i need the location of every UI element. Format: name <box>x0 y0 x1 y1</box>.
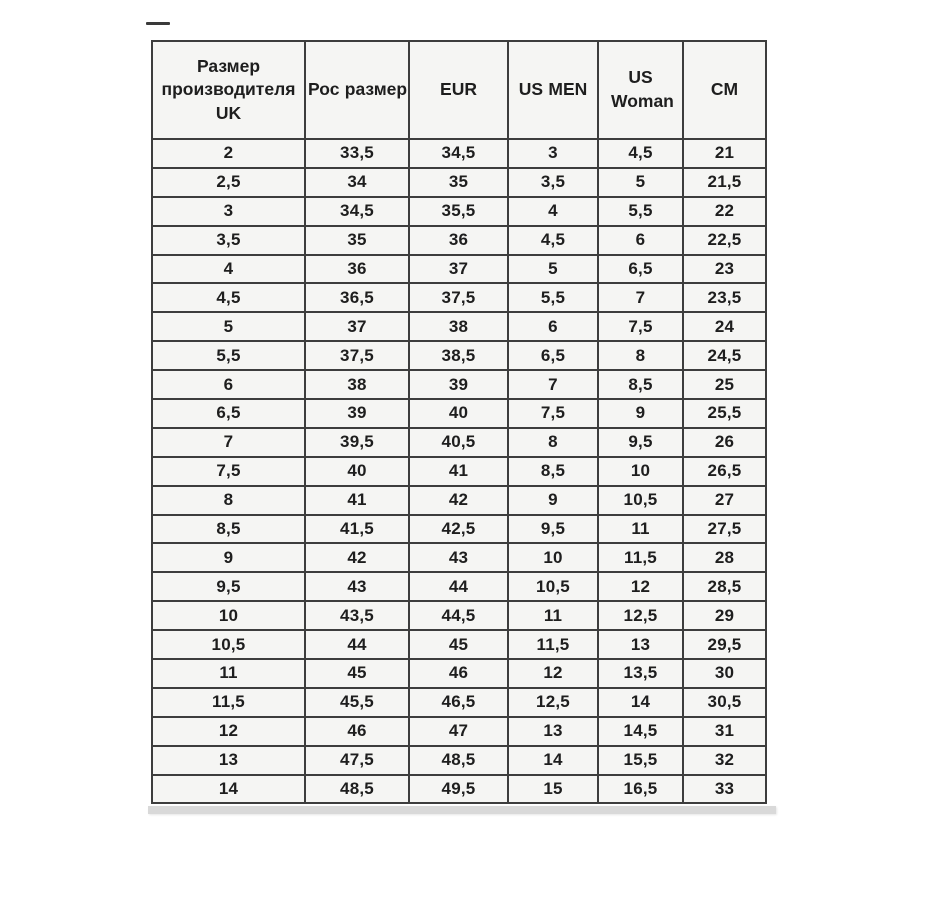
table-cell: 2 <box>152 139 305 168</box>
table-cell: 5 <box>598 168 683 197</box>
table-cell: 13 <box>598 630 683 659</box>
table-row <box>152 688 766 717</box>
table-cell: 12 <box>598 572 683 601</box>
table-cell: 34,5 <box>305 197 409 226</box>
table-row <box>152 572 766 601</box>
table-cell: 5,5 <box>152 341 305 370</box>
table-row <box>152 428 766 457</box>
table-cell: 33,5 <box>305 139 409 168</box>
table-row <box>152 197 766 226</box>
table-cell: 37,5 <box>409 283 508 312</box>
table-header <box>152 41 766 139</box>
table-cell: 42,5 <box>409 515 508 544</box>
table-cell: 10,5 <box>598 486 683 515</box>
table-cell: 14 <box>508 746 598 775</box>
table-cell: 44 <box>305 630 409 659</box>
table-row <box>152 399 766 428</box>
table-cell: 36,5 <box>305 283 409 312</box>
table-cell: 8 <box>152 486 305 515</box>
table-cell: 7,5 <box>598 312 683 341</box>
table-cell: 28 <box>683 543 766 572</box>
table-row <box>152 255 766 284</box>
table-cell: 12,5 <box>508 688 598 717</box>
table-cell: 14,5 <box>598 717 683 746</box>
table-cell: 46 <box>305 717 409 746</box>
table-cell: 43 <box>305 572 409 601</box>
table-cell: 5 <box>152 312 305 341</box>
table-cell: 12,5 <box>598 601 683 630</box>
table-row <box>152 717 766 746</box>
column-header-cm: CM <box>683 41 766 139</box>
table-cell: 9,5 <box>598 428 683 457</box>
table-cell: 27 <box>683 486 766 515</box>
table-cell: 6 <box>152 370 305 399</box>
table-cell: 7 <box>508 370 598 399</box>
table-cell: 39,5 <box>305 428 409 457</box>
table-cell: 8,5 <box>598 370 683 399</box>
table-cell: 29 <box>683 601 766 630</box>
table-cell: 22,5 <box>683 226 766 255</box>
table-cell: 33 <box>683 775 766 804</box>
table-cell: 25,5 <box>683 399 766 428</box>
table-cell: 7 <box>598 283 683 312</box>
table-cell: 38,5 <box>409 341 508 370</box>
table-cell: 30 <box>683 659 766 688</box>
table-cell: 25 <box>683 370 766 399</box>
table-cell: 4 <box>152 255 305 284</box>
table-cell: 9,5 <box>152 572 305 601</box>
table-cell: 21 <box>683 139 766 168</box>
table-cell: 36 <box>305 255 409 284</box>
table-cell: 45 <box>305 659 409 688</box>
table-cell: 11,5 <box>508 630 598 659</box>
table-cell: 40 <box>305 457 409 486</box>
table-cell: 8,5 <box>508 457 598 486</box>
table-row <box>152 775 766 804</box>
table-cell: 34 <box>305 168 409 197</box>
table-row <box>152 601 766 630</box>
table-cell: 47,5 <box>305 746 409 775</box>
table-cell: 6 <box>508 312 598 341</box>
table-cell: 37 <box>305 312 409 341</box>
table-cell: 39 <box>305 399 409 428</box>
table-row <box>152 659 766 688</box>
table-row <box>152 283 766 312</box>
table-cell: 46 <box>409 659 508 688</box>
table-row <box>152 168 766 197</box>
table-cell: 21,5 <box>683 168 766 197</box>
column-header-uk: Размер производителя UK <box>152 41 305 139</box>
table-cell: 11 <box>152 659 305 688</box>
table-cell: 11 <box>598 515 683 544</box>
table-row <box>152 543 766 572</box>
table-cell: 26 <box>683 428 766 457</box>
table-cell: 41,5 <box>305 515 409 544</box>
table-cell: 23,5 <box>683 283 766 312</box>
table-cell: 7,5 <box>152 457 305 486</box>
table-cell: 27,5 <box>683 515 766 544</box>
table-cell: 6,5 <box>598 255 683 284</box>
table-cell: 4,5 <box>508 226 598 255</box>
table-cell: 47 <box>409 717 508 746</box>
table-cell: 22 <box>683 197 766 226</box>
table-cell: 24,5 <box>683 341 766 370</box>
table-cell: 43,5 <box>305 601 409 630</box>
table-cell: 34,5 <box>409 139 508 168</box>
table-cell: 45,5 <box>305 688 409 717</box>
header-row <box>152 41 766 139</box>
table-cell: 3 <box>152 197 305 226</box>
table-cell: 10 <box>598 457 683 486</box>
table-cell: 26,5 <box>683 457 766 486</box>
table-cell: 8,5 <box>152 515 305 544</box>
table-cell: 8 <box>598 341 683 370</box>
table-cell: 41 <box>305 486 409 515</box>
size-conversion-table <box>151 40 767 804</box>
table-cell: 10 <box>508 543 598 572</box>
table-cell: 35 <box>305 226 409 255</box>
table-cell: 44 <box>409 572 508 601</box>
table-row <box>152 226 766 255</box>
table-cell: 37,5 <box>305 341 409 370</box>
table-cell: 5,5 <box>508 283 598 312</box>
table-row <box>152 486 766 515</box>
table-cell: 15,5 <box>598 746 683 775</box>
table-cell: 6 <box>598 226 683 255</box>
table-cell: 13,5 <box>598 659 683 688</box>
table-cell: 9,5 <box>508 515 598 544</box>
table-cell: 23 <box>683 255 766 284</box>
table-cell: 48,5 <box>305 775 409 804</box>
table-cell: 43 <box>409 543 508 572</box>
table-cell: 11,5 <box>598 543 683 572</box>
table-cell: 6,5 <box>152 399 305 428</box>
table-cell: 9 <box>152 543 305 572</box>
table-cell: 40,5 <box>409 428 508 457</box>
table-cell: 9 <box>508 486 598 515</box>
table-cell: 42 <box>305 543 409 572</box>
table-cell: 37 <box>409 255 508 284</box>
table-cell: 41 <box>409 457 508 486</box>
table-cell: 12 <box>508 659 598 688</box>
table-cell: 42 <box>409 486 508 515</box>
table-cell: 13 <box>508 717 598 746</box>
table-row <box>152 341 766 370</box>
table-shadow <box>148 806 776 814</box>
table-cell: 30,5 <box>683 688 766 717</box>
table-cell: 7,5 <box>508 399 598 428</box>
table-cell: 5,5 <box>598 197 683 226</box>
table-cell: 46,5 <box>409 688 508 717</box>
table-cell: 16,5 <box>598 775 683 804</box>
table-body <box>152 139 766 803</box>
table-row <box>152 630 766 659</box>
table-cell: 12 <box>152 717 305 746</box>
table-cell: 5 <box>508 255 598 284</box>
table-row <box>152 139 766 168</box>
table-cell: 2,5 <box>152 168 305 197</box>
column-header-us-men: US MEN <box>508 41 598 139</box>
table-cell: 48,5 <box>409 746 508 775</box>
table-row <box>152 312 766 341</box>
table-cell: 3,5 <box>508 168 598 197</box>
column-header-eur: EUR <box>409 41 508 139</box>
table-cell: 44,5 <box>409 601 508 630</box>
table-cell: 10 <box>152 601 305 630</box>
column-header-ros: Рос размер <box>305 41 409 139</box>
table-cell: 9 <box>598 399 683 428</box>
table-cell: 31 <box>683 717 766 746</box>
table-cell: 14 <box>152 775 305 804</box>
table-cell: 4,5 <box>598 139 683 168</box>
table-cell: 3 <box>508 139 598 168</box>
table-row <box>152 457 766 486</box>
table-cell: 38 <box>305 370 409 399</box>
table-cell: 29,5 <box>683 630 766 659</box>
table-cell: 28,5 <box>683 572 766 601</box>
table-cell: 14 <box>598 688 683 717</box>
table-cell: 40 <box>409 399 508 428</box>
table-row <box>152 515 766 544</box>
scan-artifact-mark <box>146 22 170 25</box>
table-cell: 36 <box>409 226 508 255</box>
table-cell: 6,5 <box>508 341 598 370</box>
table-cell: 45 <box>409 630 508 659</box>
table-cell: 11,5 <box>152 688 305 717</box>
table-cell: 24 <box>683 312 766 341</box>
table-cell: 39 <box>409 370 508 399</box>
table-cell: 49,5 <box>409 775 508 804</box>
table-row <box>152 746 766 775</box>
table-row <box>152 370 766 399</box>
table-cell: 32 <box>683 746 766 775</box>
table-cell: 8 <box>508 428 598 457</box>
table-cell: 38 <box>409 312 508 341</box>
table-cell: 7 <box>152 428 305 457</box>
table-cell: 15 <box>508 775 598 804</box>
table-cell: 35 <box>409 168 508 197</box>
table-cell: 3,5 <box>152 226 305 255</box>
table-cell: 13 <box>152 746 305 775</box>
table-cell: 4,5 <box>152 283 305 312</box>
column-header-us-woman: US Woman <box>598 41 683 139</box>
table-cell: 4 <box>508 197 598 226</box>
table-cell: 10,5 <box>508 572 598 601</box>
table-cell: 11 <box>508 601 598 630</box>
table-cell: 10,5 <box>152 630 305 659</box>
table-cell: 35,5 <box>409 197 508 226</box>
